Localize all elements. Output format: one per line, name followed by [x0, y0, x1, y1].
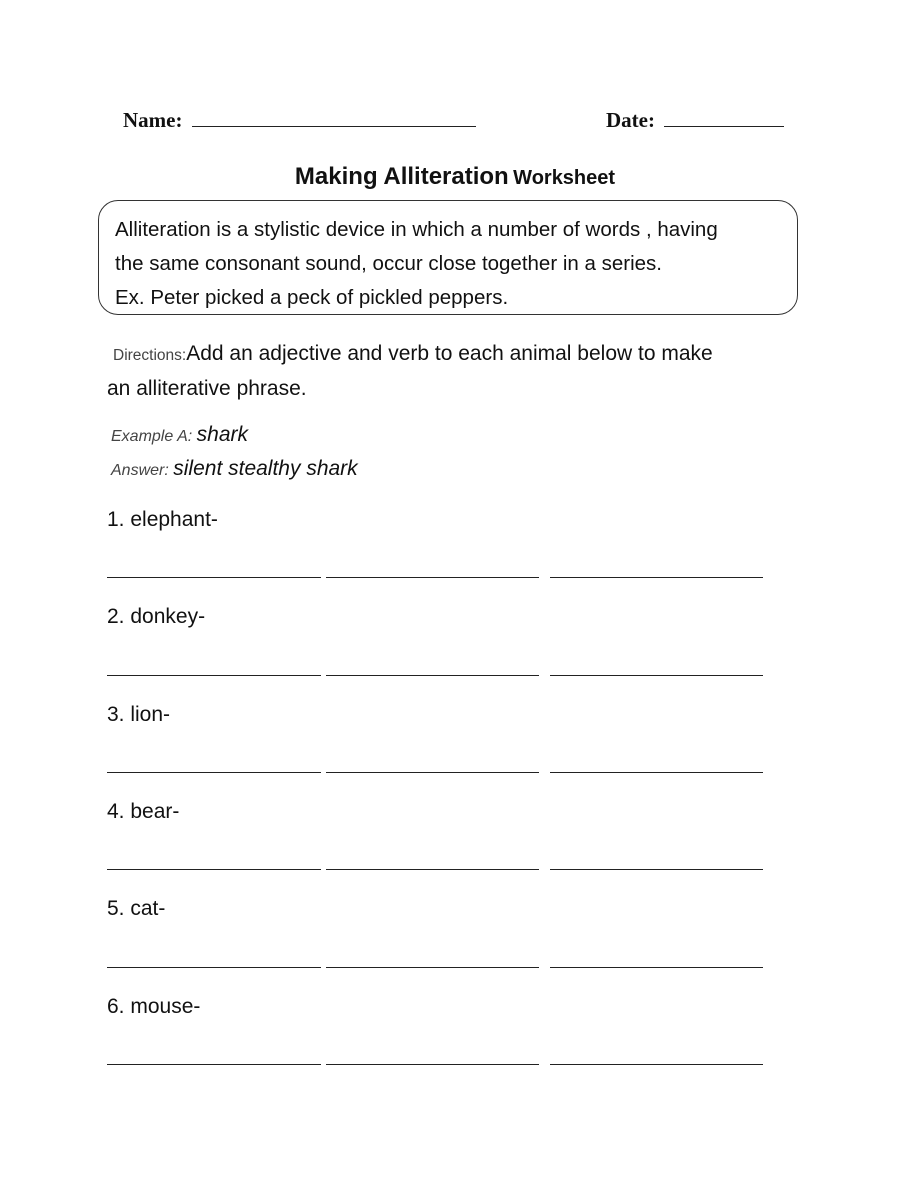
answer-blank[interactable]: [107, 967, 321, 968]
name-field: [123, 108, 476, 133]
definition-example: Ex. Peter picked a peck of pickled peppers.: [115, 286, 509, 309]
answer-blank[interactable]: [107, 1064, 321, 1065]
answer-blank[interactable]: [550, 675, 763, 676]
title-main: Making Alliteration: [294, 163, 509, 190]
answer-blank[interactable]: [550, 869, 763, 870]
example-row: [111, 423, 248, 447]
title-suffix: Worksheet: [513, 167, 616, 189]
item-label: 1. elephant-: [107, 508, 218, 531]
directions-text-2: an alliterative phrase.: [107, 377, 307, 400]
item-label: 2. donkey-: [107, 605, 206, 628]
date-field: [606, 108, 784, 133]
answer-blank[interactable]: [326, 675, 539, 676]
answer-blank[interactable]: [326, 967, 539, 968]
answer-blank[interactable]: [107, 869, 321, 870]
definition-box: [98, 200, 798, 315]
answer-blank[interactable]: [550, 967, 763, 968]
answer-value: silent stealthy shark: [173, 457, 358, 480]
answer-blank[interactable]: [107, 772, 321, 773]
example-label: Example A:: [111, 428, 193, 445]
date-label: Date:: [606, 108, 655, 132]
date-blank[interactable]: [664, 108, 784, 127]
example-value: shark: [196, 423, 249, 446]
worksheet-title: [0, 163, 910, 191]
answer-blank[interactable]: [550, 577, 763, 578]
answer-blank[interactable]: [550, 1064, 763, 1065]
answer-blank[interactable]: [326, 577, 539, 578]
answer-row: [111, 457, 358, 481]
answer-blank[interactable]: [107, 675, 321, 676]
item-label: 3. lion-: [107, 703, 171, 726]
answer-blank[interactable]: [550, 772, 763, 773]
item-label: 6. mouse-: [107, 995, 201, 1018]
answer-blank[interactable]: [107, 577, 321, 578]
directions-label: Directions:: [113, 347, 187, 364]
answer-blank[interactable]: [326, 869, 539, 870]
answer-blank[interactable]: [326, 1064, 539, 1065]
directions: [113, 342, 713, 366]
item-label: 4. bear-: [107, 800, 180, 823]
directions-text-1: Add an adjective and verb to each animal below to make: [186, 342, 713, 365]
name-blank[interactable]: [192, 108, 476, 127]
definition-line-1: Alliteration is a stylistic device in which a number of words , having: [115, 218, 718, 241]
name-label: Name:: [123, 108, 183, 132]
definition-line-2: the same consonant sound, occur close together in a series.: [115, 252, 662, 275]
item-label: 5. cat-: [107, 897, 166, 920]
answer-label: Answer:: [111, 462, 169, 479]
answer-blank[interactable]: [326, 772, 539, 773]
